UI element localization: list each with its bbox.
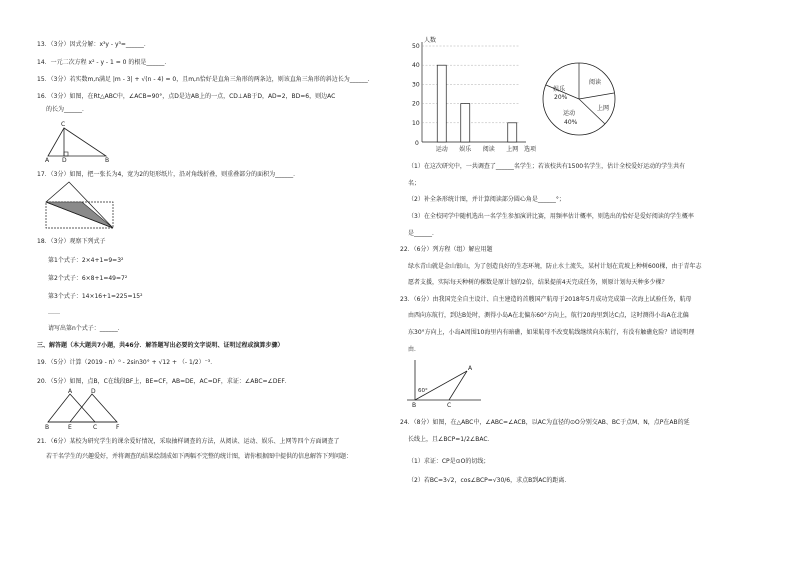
pie-value-sport: 40% xyxy=(564,119,578,126)
label-b: B xyxy=(105,157,110,162)
question-15: 15．（3分）若实数m,n满足 |m - 3| + √(n - 4) = 0，且m,n恰好是直角三角形的两条边，则该直角三角形的斜边长为______． xyxy=(37,76,374,83)
question-18: 18．（3分）观察下列式子 xyxy=(37,238,106,245)
figure-17-fold xyxy=(44,180,116,230)
question-22-text-cont: 愿者支援，实际每天种树的棵数是原计划的2倍，结果提前4天完成任务，则原计划每天种多少棵？ xyxy=(408,279,668,286)
y-tick-label: 20 xyxy=(412,100,420,108)
q18-example-2: 第2个式子：6×8+1=49=7² xyxy=(48,275,128,282)
pie-value-entertainment: 20% xyxy=(554,94,568,101)
right-angle-mark xyxy=(64,152,68,156)
question-16-cont: 的长为______． xyxy=(46,106,89,113)
question-19: 19．（5分）计算（2019 - π）⁰ - 2sin30° + √12 + （- 1/2）⁻³． xyxy=(37,359,217,366)
angle-label: 60° xyxy=(418,388,428,394)
label-f: F xyxy=(116,424,120,431)
triangle-abc xyxy=(48,394,95,422)
y-tick-label: 10 xyxy=(412,119,420,127)
question-16: 16．（3分）如图，在Rt△ABC中，∠ACB=90°，点D是边AB上的一点，CD⊥AB于D，AD=2，BD=6，则边AC xyxy=(37,93,336,100)
q24-part1: （1）求证：CP是⊙O的切线； xyxy=(408,458,490,465)
y-tick-label: 40 xyxy=(412,62,420,70)
x-axis-label: 选项 xyxy=(524,146,537,153)
figure-16-triangle xyxy=(42,120,112,162)
question-22-text: 绿水青山就是金山银山，为了创造良好的生态环境，防止水土流失，某村计划在荒坡上种树600棵，由于青年志 xyxy=(408,263,702,270)
q18-ask: 请写出第n个式子：______． xyxy=(48,325,124,332)
question-20: 20．（5分）如图，点B，C在线段BF上，BE=CF，AB=DE，AC=DF，求证：∠ABC=∠DEF． xyxy=(37,378,291,385)
pie-label-entertainment: 娱乐 xyxy=(553,86,566,93)
bar-3 xyxy=(508,123,517,142)
pie-label-sport: 运动 xyxy=(563,110,576,117)
x-tick-label: 运动 xyxy=(435,146,448,153)
q21-part2: （2）补全条形统计图，并计算阅读部分圆心角是______°； xyxy=(408,196,565,203)
bar-0 xyxy=(437,65,446,142)
label-c: C xyxy=(93,424,98,431)
q24-part2: （2）若BC=3√2，cos∠BCP=√30/6，求点B到AC的距离． xyxy=(408,477,571,484)
question-24-cont: 长线上，且∠BCP=1/2∠BAC． xyxy=(408,436,494,443)
label-c: C xyxy=(61,121,66,128)
pie-label-internet: 上网 xyxy=(597,105,610,112)
q18-example-3: 第3个式子：14×16+1=225=15² xyxy=(48,293,143,300)
triangle-abc xyxy=(48,128,106,156)
question-13: 13．（3分）因式分解：x³y - y³=______． xyxy=(37,41,150,48)
label-a: A xyxy=(68,388,73,395)
line-ca xyxy=(449,371,467,400)
label-a: A xyxy=(45,157,50,162)
q21-part1: （1）在这次研究中，一共调查了______名学生；若该校共有1500名学生，估计全校爱好运动的学生共有 xyxy=(408,163,686,170)
y-tick-label: 50 xyxy=(412,43,420,50)
question-24: 24．（8分）如图，在△ABC中，∠ABC=∠ACB，以AC为直径的⊙O分别交AB、BC于点M、N，点P在AB的延 xyxy=(400,419,690,426)
label-d: D xyxy=(62,157,67,162)
triangle-def xyxy=(70,394,117,422)
q21-part1-cont: 名； xyxy=(408,180,421,187)
x-tick-label: 阅读 xyxy=(482,146,495,153)
question-21-cont: 若干名学生的兴趣爱好，并将调查的结果绘制成如下两幅不完整的统计图，请你根据图中提供的信息解答下列问题： xyxy=(46,453,353,460)
label-d: D xyxy=(91,388,96,395)
question-23-cont2: 东30°方向上，小岛A周围10海里内有暗礁，如果航母不改变航线继续向东航行，有没有触礁危险？请说明理 xyxy=(408,329,695,336)
slice-divider xyxy=(579,93,614,99)
question-23-cont1: 由西向东航行，到达B处时，测得小岛A在北偏东60°方向上，航行20海里到达C点，这时测得小岛A在北偏 xyxy=(408,312,689,319)
question-17: 17．（3分）如图，把一张长为4，宽为2的矩形纸片，沿对角线折叠，则重叠部分的面积为______． xyxy=(37,171,300,178)
label-a: A xyxy=(468,365,473,372)
y-tick-label: 30 xyxy=(412,81,420,89)
question-23: 23．（6分）由我国完全自主设计、自主建造的首艘国产航母于2018年5月成功完成第一次海上试验任务，航母 xyxy=(400,296,692,303)
label-b: B xyxy=(45,424,50,431)
pie-label-reading: 阅读 xyxy=(589,79,602,86)
x-tick-label: 上网 xyxy=(506,146,519,153)
bar-chart xyxy=(408,36,538,154)
q21-part3: （3）在全校同学中随机选出一名学生参加演讲比赛，用频率估计概率，则选出的恰好是爱好阅读的学生概率 xyxy=(408,213,694,220)
y-axis-label: 人数 xyxy=(424,37,437,44)
question-14: 14．一元二次方程 x² - y - 1 = 0 的根是______． xyxy=(37,59,171,66)
question-23-cont3: 由． xyxy=(408,346,421,353)
q18-dots: …… xyxy=(48,309,60,316)
section-3-heading: 三、解答题（本大题共7小题，共46分．解答题写出必要的文字说明、证明过程或演算步骤） xyxy=(37,342,284,349)
q18-example-1: 第1个式子：2×4+1=9=3² xyxy=(48,257,124,264)
origin-label: 0 xyxy=(415,140,419,147)
q21-part3-cont: 是______． xyxy=(408,230,439,237)
label-c: C xyxy=(447,402,452,408)
bar-1 xyxy=(461,104,470,142)
pie-chart xyxy=(533,58,629,140)
line-ba xyxy=(415,371,467,400)
x-tick-label: 娱乐 xyxy=(459,146,472,153)
question-21: 21．（6分）某校为研究学生的课余爱好情况，采取抽样调查的方法，从阅读、运动、娱乐、上网等四个方面调查了 xyxy=(37,438,340,445)
label-b: B xyxy=(412,402,417,408)
question-22: 22．（6分）列方程（组）解应用题 xyxy=(400,246,493,253)
figure-20-triangles xyxy=(40,388,130,432)
label-e: E xyxy=(68,424,72,431)
figure-23-bearing xyxy=(405,356,485,408)
